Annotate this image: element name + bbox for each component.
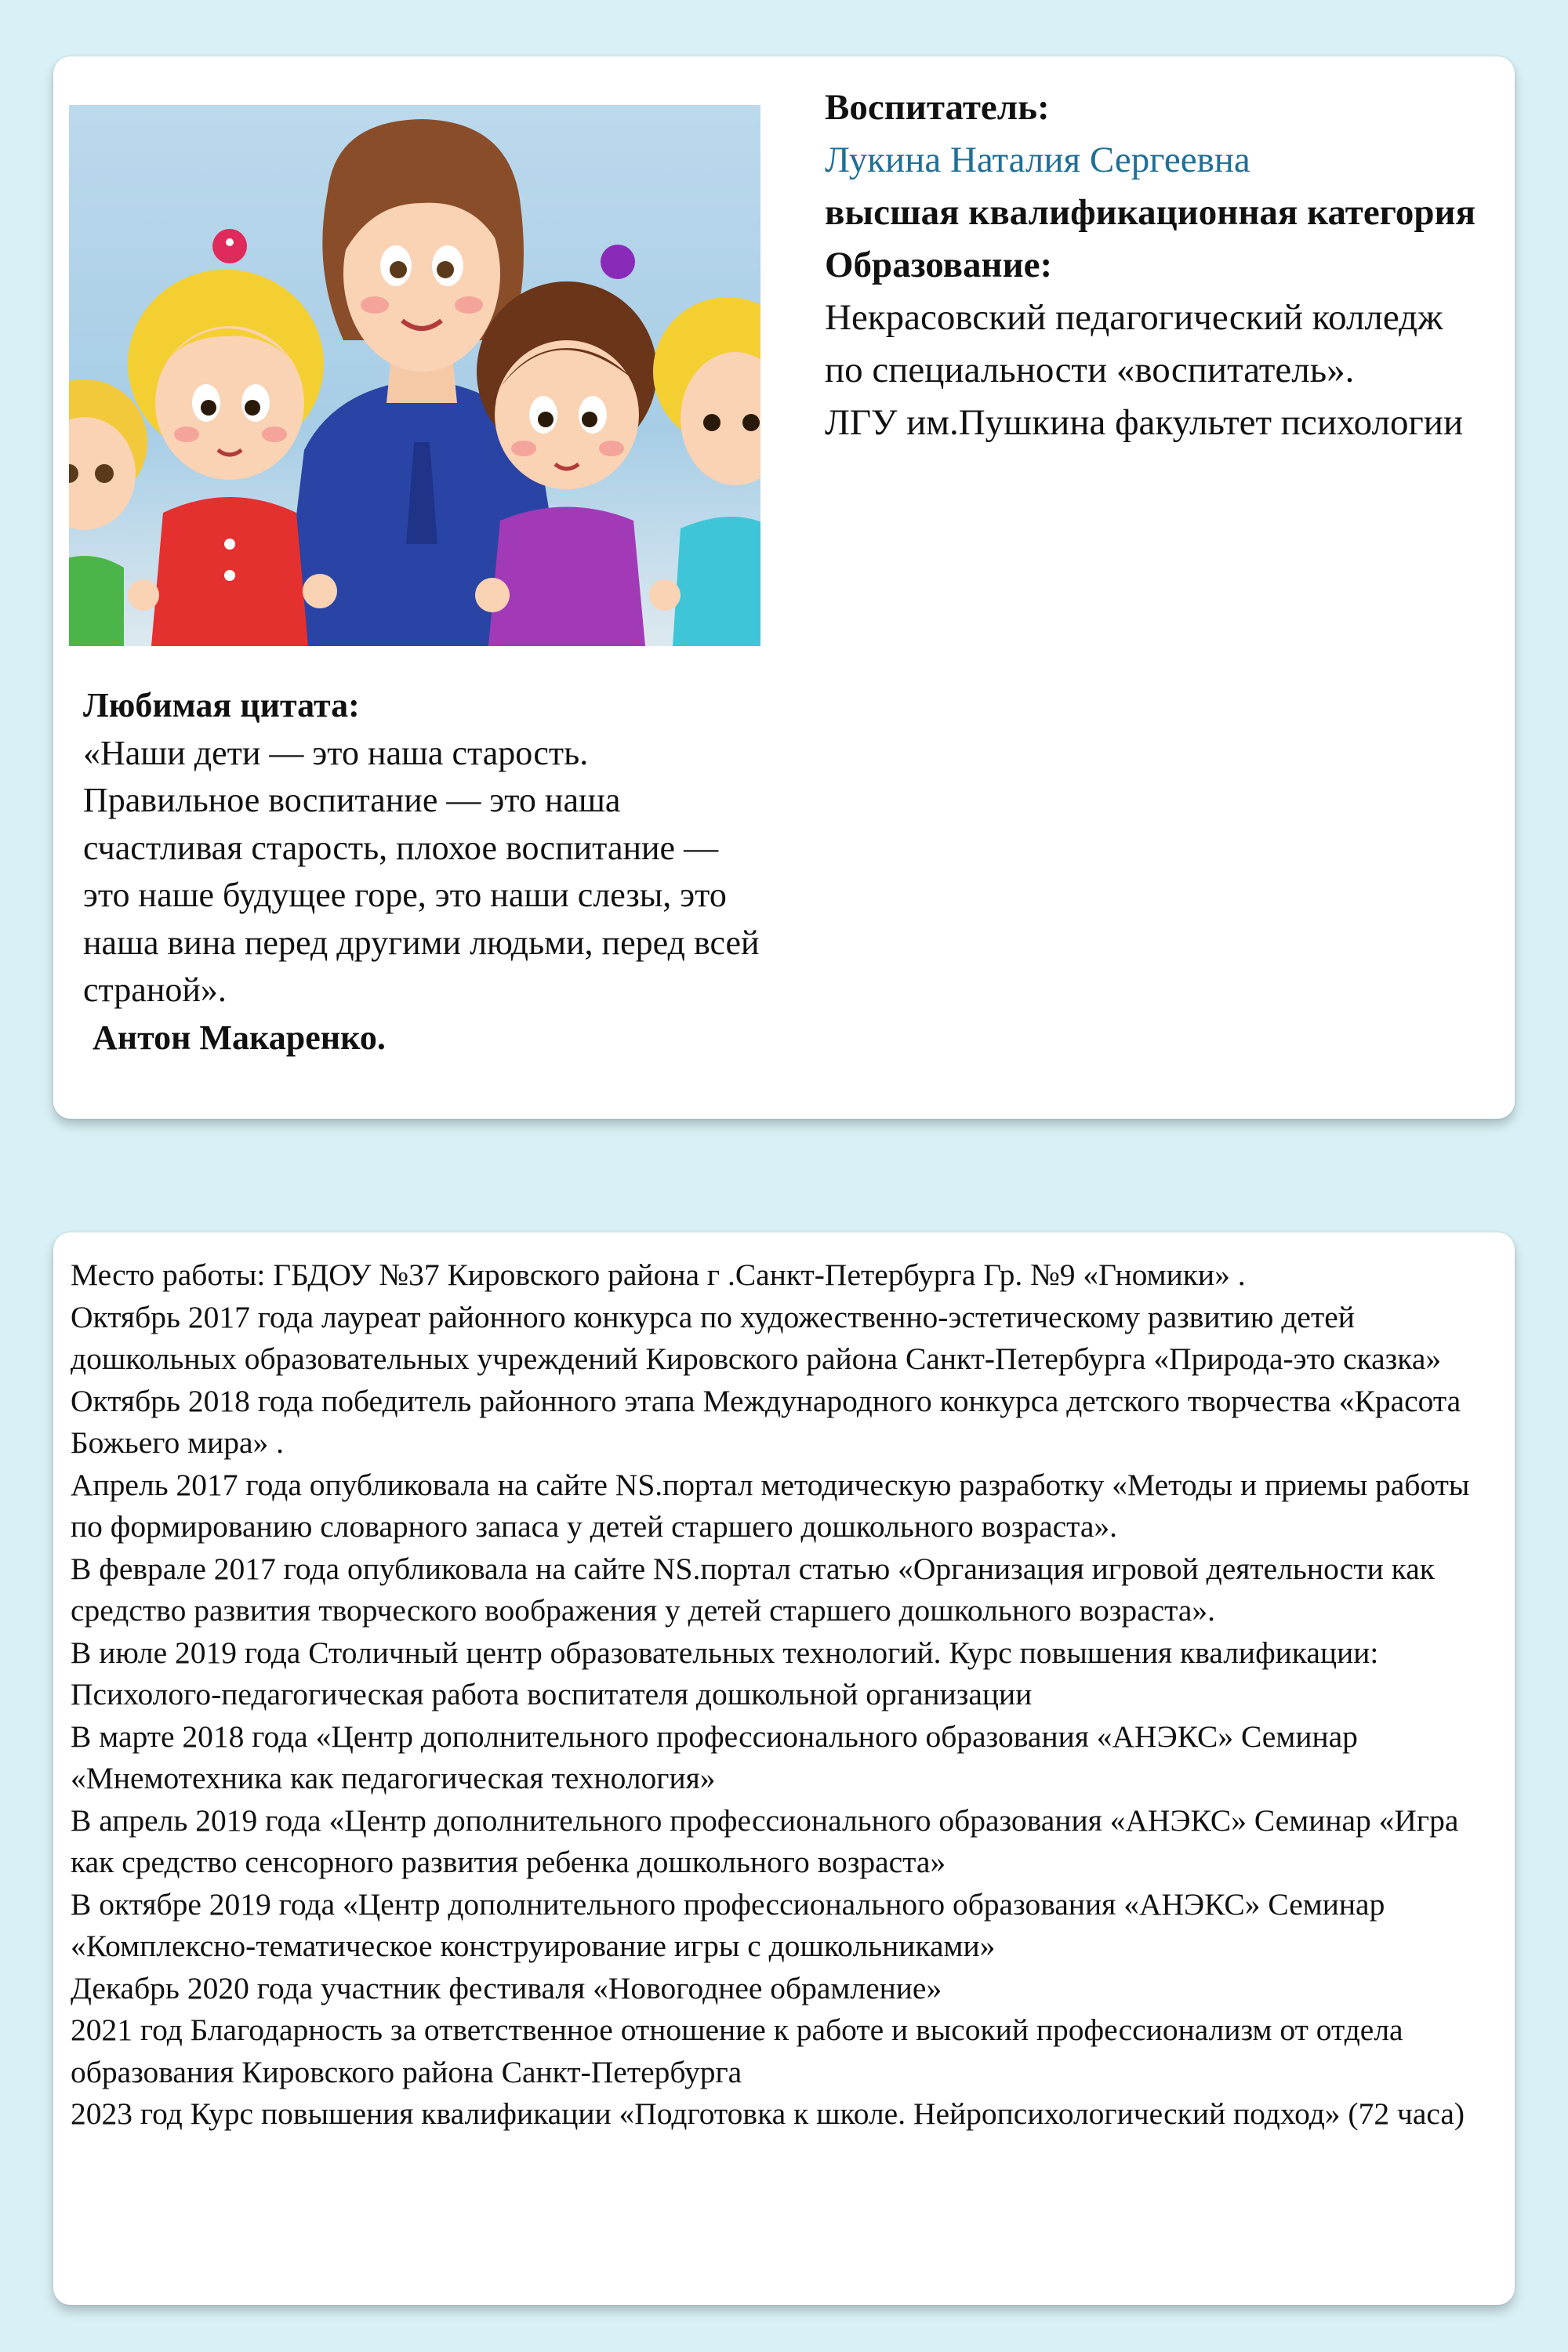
list-item: Октябрь 2017 года лауреат районного конкурса по художественно-эстетическому развитию детей дошкольных образовательных учреждений Кировского района Санкт-Петербурга «Природа-это сказка»: [71, 1299, 1442, 1376]
education-label: Образование:: [825, 245, 1053, 285]
qualification-category: высшая квалификационная категория: [825, 192, 1476, 233]
teacher-profile-card: [53, 56, 1515, 1119]
list-item: В октябре 2019 года «Центр дополнительного профессионального образования «АНЭКС» Семинар «Комплексно-тематическое конструирование игры с дошкольниками»: [71, 1886, 1385, 1963]
quote-author: Антон Макаренко.: [93, 1018, 386, 1057]
list-item: 2023 год Курс повышения квалификации «Подготовка к школе. Нейропсихологический подход» (72 часа): [71, 2096, 1465, 2131]
list-item: В апрель 2019 года «Центр дополнительного профессионального образования «АНЭКС» Семинар «Игра как средство сенсорного развития ребенка дошкольного возраста»: [71, 1802, 1459, 1879]
quote-label: Любимая цитата:: [83, 686, 360, 724]
list-item: Место работы: ГБДОУ №37 Кировского района г .Санкт-Петербурга Гр. №9 «Гномики» .: [71, 1258, 1246, 1292]
list-item: В июле 2019 года Столичный центр образовательных технологий. Курс повышения квалификации: Психолого-педагогическая работа воспитателя дошкольной организации: [71, 1635, 1379, 1711]
teacher-with-children-illustration: [69, 105, 760, 646]
teacher-name: Лукина Наталия Сергеевна: [825, 140, 1250, 180]
list-item: Декабрь 2020 года участник фестиваля «Новогоднее обрамление»: [71, 1970, 942, 2005]
favorite-quote: [83, 682, 773, 1062]
list-item: 2021 год Благодарность за ответственное отношение к работе и высокий профессионализм от отдела образования Кировского района Санкт-Петербурга: [71, 2013, 1403, 2089]
teacher-info: [825, 82, 1483, 449]
list-item: Апрель 2017 года опубликовала на сайте NS.портал методическую разработку «Методы и приемы работы по формированию словарного запаса у детей старшего дошкольного возраста».: [71, 1467, 1470, 1544]
role-label: Воспитатель:: [825, 87, 1050, 128]
education-item: Некрасовский педагогический колледж по специальности «воспитатель».: [825, 297, 1443, 390]
education-item: ЛГУ им.Пушкина факультет психологии: [825, 402, 1464, 443]
achievements-card: [53, 1232, 1515, 2305]
list-item: В марте 2018 года «Центр дополнительного профессионального образования «АНЭКС» Семинар «Мнемотехника как педагогическая технология»: [71, 1719, 1358, 1795]
achievements-list: [71, 1254, 1505, 2136]
quote-text: «Наши дети — это наша старость. Правильное воспитание — это наша счастливая старость, плохое воспитание — это наше будущее горе, это наши слезы, это наша вина перед другими людьми, перед всей страной».: [83, 733, 760, 1009]
list-item: Октябрь 2018 года победитель районного этапа Международного конкурса детского творчества «Красота Божьего мира» .: [71, 1383, 1461, 1460]
list-item: В феврале 2017 года опубликовала на сайте NS.портал статью «Организация игровой деятельности как средство развития творческого воображения у детей старшего дошкольного возраста».: [71, 1551, 1435, 1628]
